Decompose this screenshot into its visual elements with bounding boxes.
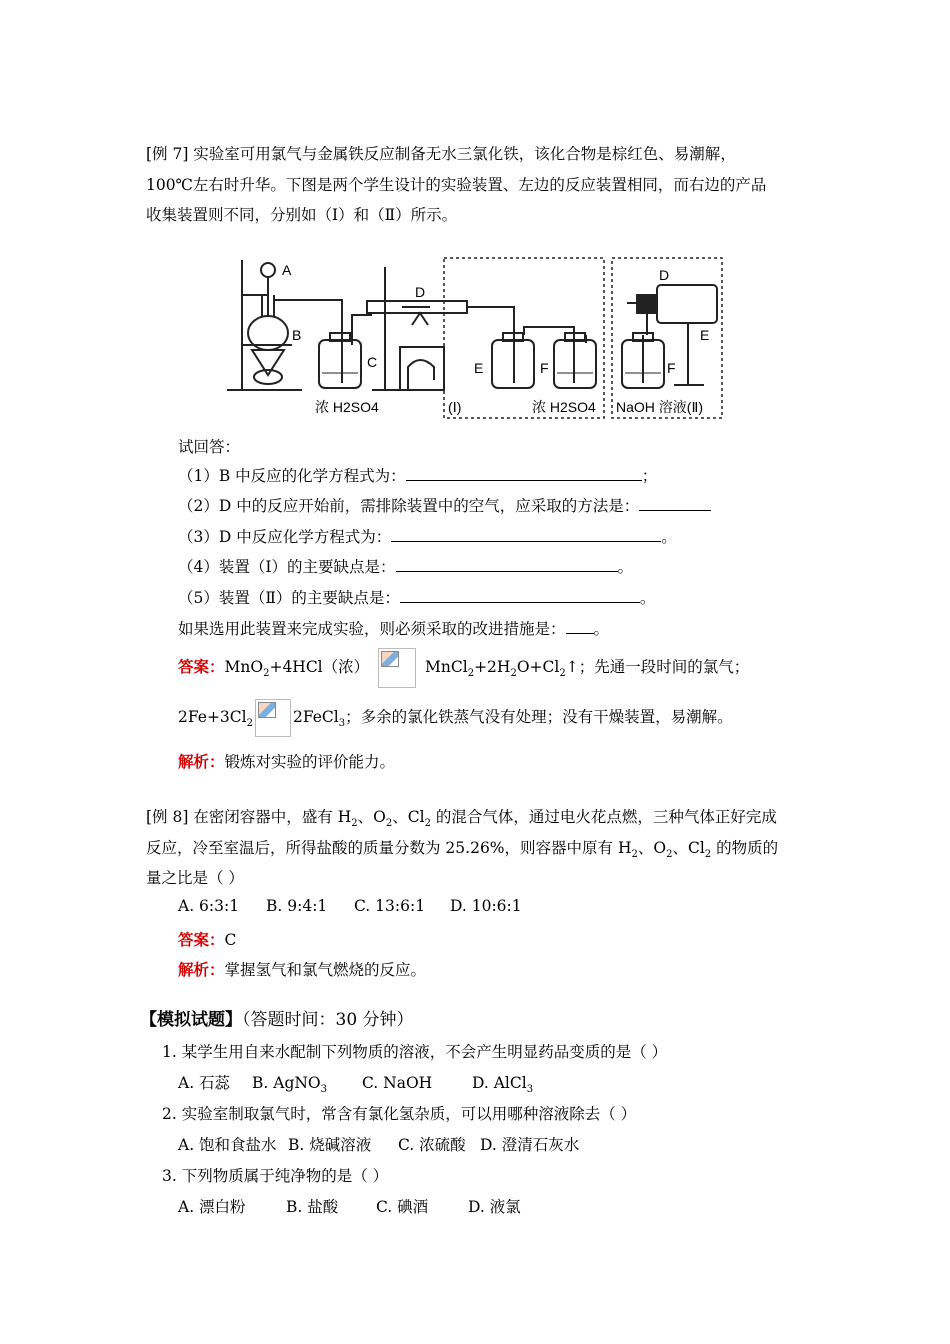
option-a: A. 饱和食盐水: [178, 1136, 277, 1154]
ex8-analysis: 解析：掌握氢气和氯气燃烧的反应。: [178, 960, 427, 979]
option-b: B. 9:4:1: [266, 897, 328, 915]
answer-blank: [396, 557, 618, 572]
option-d: D. 10:6:1: [450, 897, 522, 915]
mock-q1: 1. 某学生用自来水配制下列物质的溶液，不会产生明显药品变质的是（ ）: [162, 1043, 668, 1061]
mock-q3-options: [178, 1195, 521, 1217]
label-D2: D: [659, 267, 670, 283]
reaction-condition-image: [255, 699, 291, 737]
ex8-options: [178, 897, 522, 915]
mock-q2-options: [178, 1133, 579, 1155]
label-E1: E: [474, 360, 484, 376]
ex7-answer-line-1: 答案：MnO$_2$+4HCl（浓） $MnCl_2+2H_2O+Cl_2↑$；先通一段时间的氯气；: [178, 646, 749, 695]
apparatus-figure: [222, 255, 726, 425]
ex7-line-2: 100℃左右时升华。下图是两个学生设计的实验装置、左边的反应装置相同，而右边的产品: [146, 176, 767, 194]
mock-q1-options: [178, 1071, 533, 1095]
label-F1: F: [540, 360, 549, 376]
option-d: D. 澄清石灰水: [480, 1136, 580, 1154]
ex8-line-1: [例 8] 在密闭容器中，盛有 $H_2$、$O_2$、$Cl_2$ 的混合气体，通过电火花点燃，三种气体正好完成: [146, 808, 777, 830]
label-roman-1: (Ⅰ): [448, 399, 462, 415]
label-acid-2: 浓 H2SO4: [532, 399, 596, 415]
option-b: B. AgNO$_3$: [252, 1074, 328, 1096]
option-a: A. 石蕊: [178, 1074, 231, 1092]
ex8-line-3: 量之比是（ ）: [146, 869, 244, 887]
label-acid-1: 浓 H2SO4: [315, 399, 379, 415]
label-D1: D: [415, 284, 426, 300]
ex8-line-2: 反应，冷至室温后，所得盐酸的质量分数为 25.26%，则容器中原有 $H_2$、$O_2$、$Cl_2$ 的物质的: [146, 839, 779, 861]
option-b: B. 盐酸: [286, 1198, 339, 1216]
ex7-q5: （5）装置（Ⅱ）的主要缺点是： 。: [178, 589, 656, 607]
answer-blank: [406, 466, 642, 481]
option-c: C. 13:6:1: [354, 897, 426, 915]
ex7-q1: （1）B 中反应的化学方程式为： ；: [178, 467, 658, 485]
label-C: C: [367, 354, 378, 370]
ex7-analysis: 解析：锻炼对实验的评价能力。: [178, 752, 396, 771]
label-F2: F: [667, 360, 676, 376]
ex8-answer: 答案：C: [178, 930, 237, 949]
ex7-q6: 如果选用此装置来完成实验，则必须采取的改进措施是： 。: [178, 620, 610, 638]
option-c: C. NaOH: [362, 1074, 433, 1092]
label-A: A: [282, 262, 292, 278]
mock-heading: 【模拟试题】（答题时间：30 分钟）: [140, 1010, 414, 1030]
option-c: C. 浓硫酸: [398, 1136, 466, 1154]
label-B: B: [292, 327, 302, 343]
ex7-q2: （2）D 中的反应开始前，需排除装置中的空气，应采取的方法是：: [178, 494, 711, 516]
ex7-q3: （3）D 中反应化学方程式为： 。: [178, 528, 677, 546]
mock-q2: 2. 实验室制取氯气时，常含有氯化氢杂质，可以用哪种溶液除去（ ）: [162, 1105, 637, 1123]
option-b: B. 烧碱溶液: [288, 1136, 372, 1154]
reaction-condition-image: [378, 648, 416, 688]
option-c: C. 碘酒: [376, 1198, 429, 1216]
ex7-prompt: 试回答：: [178, 438, 241, 456]
label-naoh: NaOH 溶液(Ⅱ): [616, 399, 704, 415]
option-d: D. AlCl$_3$: [472, 1074, 534, 1096]
option-a: A. 6:3:1: [178, 897, 240, 915]
mock-q3: 3. 下列物质属于纯净物的是（ ）: [162, 1167, 389, 1185]
label-E2: E: [700, 327, 710, 343]
answer-blank: [566, 619, 594, 634]
answer-blank: [400, 588, 640, 603]
option-d: D. 液氯: [468, 1198, 521, 1216]
ex7-q4: （4）装置（Ⅰ）的主要缺点是： 。: [178, 558, 634, 576]
ex7-answer-line-2: $2Fe+3Cl_2$ 2FeCl$_3$；多余的氯化铁蒸气没有处理；没有干燥装置，易潮解。: [178, 697, 733, 744]
ex7-line-1: [例 7] 实验室可用氯气与金属铁反应制备无水三氯化铁，该化合物是棕红色、易潮解，: [146, 145, 736, 163]
answer-blank: [391, 527, 661, 542]
option-a: A. 漂白粉: [178, 1198, 246, 1216]
answer-blank: [639, 496, 711, 511]
ex7-line-3: 收集装置则不同，分别如（Ⅰ）和（Ⅱ）所示。: [146, 206, 458, 224]
